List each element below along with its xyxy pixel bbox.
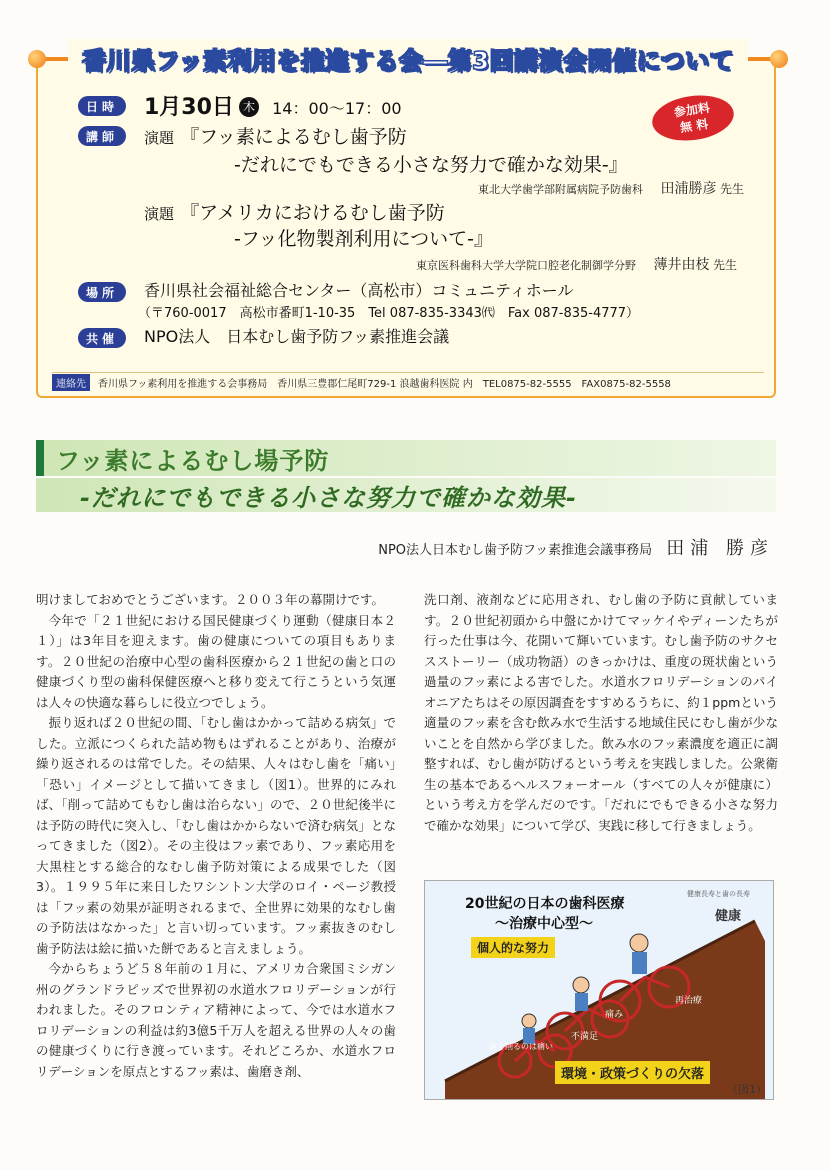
weekday-badge: 木	[239, 97, 259, 117]
paragraph: 今からちょうど５８年前の１月に、アメリカ合衆国ミシガン州のグランドラピッズで世界初の水道水フロリデーションが行われました。そのフロンティア精神によって、今では水道水フロリデーションの利益は約3億5千万人を超える世界の人々の歯の健康づくりに行き渡っています。それどころか、水道水フロリデーションを原点とするフッ素は、歯磨き剤、	[36, 961, 396, 1079]
talk2-title: 演題 『アメリカにおけるむし歯予防	[144, 202, 445, 224]
talk1-subtitle: -だれにでもできる小さな努力で確かな効果-』	[234, 154, 628, 176]
talk2-affiliation-line: 東京医科歯科大学大学院口腔老化制御学分野 薄井由枝 先生	[416, 257, 738, 273]
figure-1	[424, 880, 774, 1100]
speaker-label: 講師	[78, 126, 126, 146]
date-label: 日時	[78, 96, 126, 116]
venue-label: 場所	[78, 282, 126, 302]
paragraph: 洗口剤、液剤などに応用され、むし歯の予防に貢献しています。２０世紀初頭から中盤にかけてマッケイやディーンたちが行った仕事は今、花開いて輝いています。むし歯予防のサクセスストーリー（成功物語）のきっかけは、重度の斑状歯という過量のフッ素による害でした。水道水フロリデーションのパイオニアたちはその原因調査をすすめるうちに、約１ppmという適量のフッ素を含む飲み水で生活する地域住民にむし歯が少ないことを自然から学びました。飲み水のフッ素濃度を適正に調整すれば、むし歯が防げるという考えを実践しました。公衆衛生の基本であるヘルスフォーオール（すべての人々が健康に）という考え方を学んだのです。「だれにでもできる小さな努力で確かな効果」について学び、実践に移して行きましょう。	[424, 592, 778, 833]
banner-dot-right-icon	[770, 50, 788, 68]
figure-tag-effort: 個人的な努力	[471, 937, 555, 958]
article-subtitle: -だれにでもできる小さな努力で確かな効果-	[80, 483, 577, 512]
figure-goal: 健康	[715, 909, 742, 924]
event-date: 1月30日	[144, 95, 234, 120]
talk2-speaker: 薄井由枝	[653, 257, 710, 273]
figure-goal-note: 健康長寿と歯の長寿	[687, 890, 750, 898]
paragraph: 振り返れば２０世紀の間、「むし歯はかかって詰める病気」でした。立派につくられた詰め物もはずれることがあり、治療が繰り返されるのは常でした。その結果、人々はむし歯を「痛い」「恐い」イメージとして描いてきまし（図1）。世界的にみれば、「削って詰めてもむし歯は治らない」ので、２０世紀後半には予防の時代に突入し、「むし歯はかからないで済む病気」となってきました（図2）。その主役はフッ素であり、フッ素応用を大黒柱とする総合的なむし歯予防対策による成果でした（図3）。１９９５年に来日したワシントン大学のロイ・ページ教授は「フッ素の効果が証明されるまで、全世界に効果的なむし歯の予防法はなかった」と言い切っています。フッ素抜きのむし歯予防法は絵に描いた餅であると言えましょう。	[36, 715, 396, 956]
article-subtitle-bar	[36, 478, 776, 512]
talk1-title: 演題 『フッ素によるむし歯予防	[144, 126, 407, 148]
host: NPO法人 日本むし歯予防フッ素推進会議	[144, 327, 450, 346]
event-time: 14：00〜17：00	[272, 99, 402, 118]
talk1-affiliation-line: 東北大学歯学部附属病院予防歯科 田浦勝彦 先生	[478, 181, 745, 197]
talk1-speaker: 田浦勝彦	[660, 181, 717, 197]
figure-label-retreatment: 再治療	[675, 996, 703, 1006]
article-title-bar	[36, 440, 776, 476]
figure-subtitle: 〜治療中心型〜	[495, 916, 593, 932]
announcement-banner	[28, 36, 788, 80]
article-right-column	[424, 590, 778, 836]
host-label: 共催	[78, 328, 126, 348]
paragraph: 今年で「２１世紀における国民健康づくり運動（健康日本２１）」は3年目を迎えます。歯の健康についての項目もあります。２０世紀の治療中心型の歯科医療から２１世紀の歯と口の健康づくり型の歯科保健医療へと移り変えて行こうという気運は人々の快適な暮らしに役立つでしょう。	[36, 612, 396, 710]
paragraph: 明けましておめでとうございます。２００３年の幕開けです。	[36, 592, 385, 607]
author-name: 田浦 勝彦	[666, 538, 774, 559]
article-title: フッ素によるむし場予防	[56, 446, 330, 475]
contact-info: 香川県フッ素利用を推進する会事務局 香川県三豊郡仁尾町729-1 浪越歯科医院 内 TEL0875-82-5555 FAX0875-82-5558	[98, 379, 671, 390]
figure-label-pain: 痛み	[605, 1010, 624, 1020]
talk2-subtitle: -フッ化物製剤利用について-』	[234, 228, 494, 250]
announcement-title: 香川県フッ素利用を推進する会―第3回講演会開催について	[68, 39, 748, 78]
figure-label-dissatisfaction: 不満足	[571, 1032, 599, 1042]
figure-tag-environment: 環境・政策づくりの欠落	[555, 1061, 710, 1084]
contact-label: 連絡先	[52, 374, 90, 391]
figure-caption: （図1）	[727, 1083, 767, 1096]
figure-label-cost: 歯を削るのは痛い	[489, 1042, 553, 1051]
date-line	[144, 90, 402, 121]
article-author	[378, 534, 774, 560]
free-admission-badge: 参加料 無 料	[649, 91, 736, 146]
contact-bar	[52, 372, 764, 392]
venue-address: （〒760-0017 高松市番町1-10-35 Tel 087-835-3343㈹ Fax 087-835-4777）	[138, 306, 640, 321]
author-org: NPO法人日本むし歯予防フッ素推進会議事務局	[378, 543, 653, 558]
figure-title: 20世紀の日本の歯科医療	[465, 896, 625, 912]
venue: 香川県社会福祉総合センター（高松市）コミュニティホール	[144, 281, 574, 300]
banner-dot-left-icon	[28, 50, 46, 68]
article-left-column	[36, 590, 396, 1082]
